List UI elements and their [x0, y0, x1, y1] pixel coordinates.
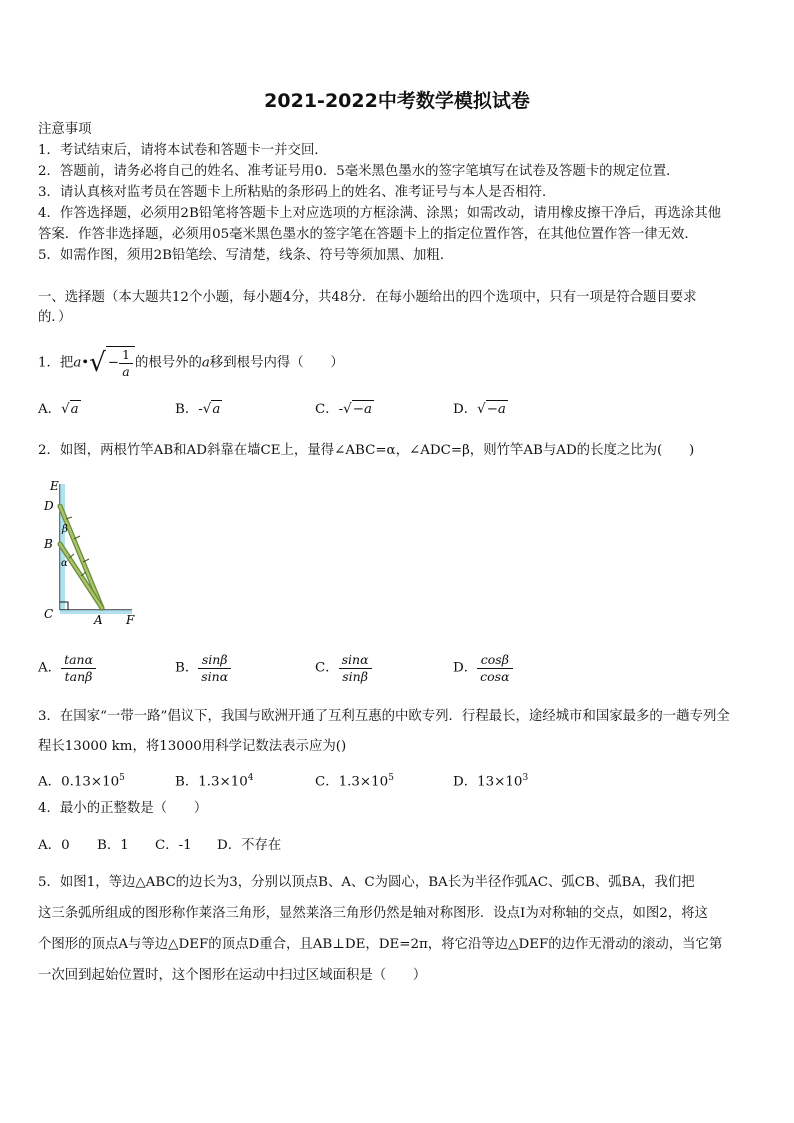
q4-option-d[interactable]: D．不存在 — [217, 838, 282, 853]
section-heading: 一、选择题（本大题共12个小题，每小题4分，共48分．在每小题给出的四个选项中，只有一项是符合题目要求 — [38, 290, 697, 305]
label-alpha: α — [61, 558, 68, 569]
section-heading-cont: 的．） — [38, 310, 72, 325]
q4-option-c[interactable]: C．-1 — [155, 838, 192, 853]
radical-icon: √ — [61, 402, 70, 417]
q3-option-d[interactable]: D．$13\times 10^3$ — [453, 773, 529, 790]
q2-option-b[interactable]: B． $\frac{\sin\beta}{\sin\alpha}$ — [175, 652, 231, 685]
notice-item-3: 3．请认真核对监考员在答题卡上所粘贴的条形码上的姓名、准考证号与本人是否相符． — [38, 185, 556, 200]
q2-option-a[interactable]: A． $\frac{\tan\alpha}{\tan\beta}$ — [38, 652, 96, 685]
q1-suffix2: 移到根号内得（ ） — [209, 355, 344, 371]
notice-item-1: 1．考试结束后，请将本试卷和答题卡一并交回． — [38, 143, 328, 158]
label-c: C — [44, 607, 54, 621]
page-title: 2021-2022中考数学模拟试卷 — [264, 90, 530, 112]
q1-fraction: $\frac{1}{a}$ — [119, 347, 133, 380]
radical-icon: √ — [202, 402, 212, 417]
question-5-line-4: 一次回到起始位置时，这个图形在运动中扫过区域面积是（ ） — [38, 968, 427, 983]
q4-option-b[interactable]: B．1 — [97, 838, 129, 853]
radical-icon: √ — [477, 402, 486, 417]
q1-suffix-var: a — [201, 355, 210, 371]
q1-option-d[interactable]: D．√−a — [453, 402, 506, 417]
q3-option-a[interactable]: A．$0.13\times 10^5$ — [38, 773, 125, 790]
notice-item-2: 2．答题前，请务必将自己的姓名、准考证号用0．5毫米黑色墨水的签字笔填写在试卷及答题卡的规定位置． — [38, 164, 680, 179]
q2-option-c[interactable]: C． $\frac{\sin\alpha}{\sin\beta}$ — [315, 652, 372, 685]
label-e: E — [50, 479, 59, 493]
q3-option-b[interactable]: B．$1.3\times 10^4$ — [175, 773, 254, 790]
question-5-line-3: 个图形的顶点A与等边△DEF的顶点D重合，且AB⊥DE，DE=2π，将它沿等边△DEF的边作无滑动的滚动，当它第 — [38, 937, 723, 952]
q3-option-c[interactable]: C．$1.3\times 10^5$ — [315, 773, 394, 790]
question-5-line-2: 这三条弧所组成的图形称作莱洛三角形，显然莱洛三角形仍然是轴对称图形．设点I为对称轴的交点，如图2，将这 — [38, 906, 708, 921]
q1-option-a[interactable]: A．√a — [38, 402, 79, 417]
notice-item-4: 4．作答选择题，必须用2B铅笔将答题卡上对应选项的方框涂满、涂黑；如需改动，请用橡皮擦干净后，再选涂其他 — [38, 206, 722, 221]
q4-option-a[interactable]: A．0 — [38, 838, 70, 853]
q2-option-d[interactable]: D． $\frac{\cos\beta}{\cos\alpha}$ — [453, 652, 513, 685]
radical-icon: √ — [89, 348, 106, 378]
label-b: B — [44, 537, 53, 551]
q1-option-c[interactable]: C．-√−a — [315, 402, 372, 417]
label-d: D — [44, 499, 54, 513]
notice-heading: 注意事项 — [38, 122, 92, 137]
question-3: 3．在国家“一带一路”倡议下，我国与欧洲开通了互利互惠的中欧专列．行程最长，途经城市和国家最多的一趟专列全 — [38, 709, 730, 724]
bamboo-wall-figure — [36, 478, 140, 628]
q1-dot: • — [81, 355, 90, 371]
question-3-cont: 程长13000 km，将13000用科学记数法表示应为() — [38, 739, 347, 754]
q1-var: a — [73, 355, 82, 371]
label-beta: β — [62, 524, 68, 535]
q1-prefix: 1．把 — [38, 355, 74, 371]
question-4: 4．最小的正整数是（ ） — [38, 801, 208, 816]
radical-icon: √ — [343, 402, 352, 417]
label-a: A — [94, 613, 103, 627]
question-2: 2．如图，两根竹竿AB和AD斜靠在墙CE上，量得∠ABC=α，∠ADC=β，则竹竿AB与AD的长度之比为( ) — [38, 443, 695, 458]
notice-item-5: 5．如需作图，须用2B铅笔绘、写清楚，线条、符号等须加黑、加粗． — [38, 248, 454, 263]
q1-option-b[interactable]: B．-√a — [175, 402, 221, 417]
question-1: 1．把a•√ − $\frac{1}{a}$ 的根号外的a移到根号内得（ ） — [38, 347, 344, 379]
question-5: 5．如图1，等边△ABC的边长为3，分别以顶点B、A、C为圆心，BA长为半径作弧AC、弧CB、弧BA，我们把 — [38, 875, 695, 890]
q1-suffix: 的根号外的 — [134, 355, 202, 371]
notice-item-4-cont: 答案．作答非选择题，必须用05毫米黑色墨水的签字笔在答题卡上的指定位置作答，在其他位置作答一律无效． — [38, 227, 698, 242]
label-f: F — [126, 613, 135, 627]
